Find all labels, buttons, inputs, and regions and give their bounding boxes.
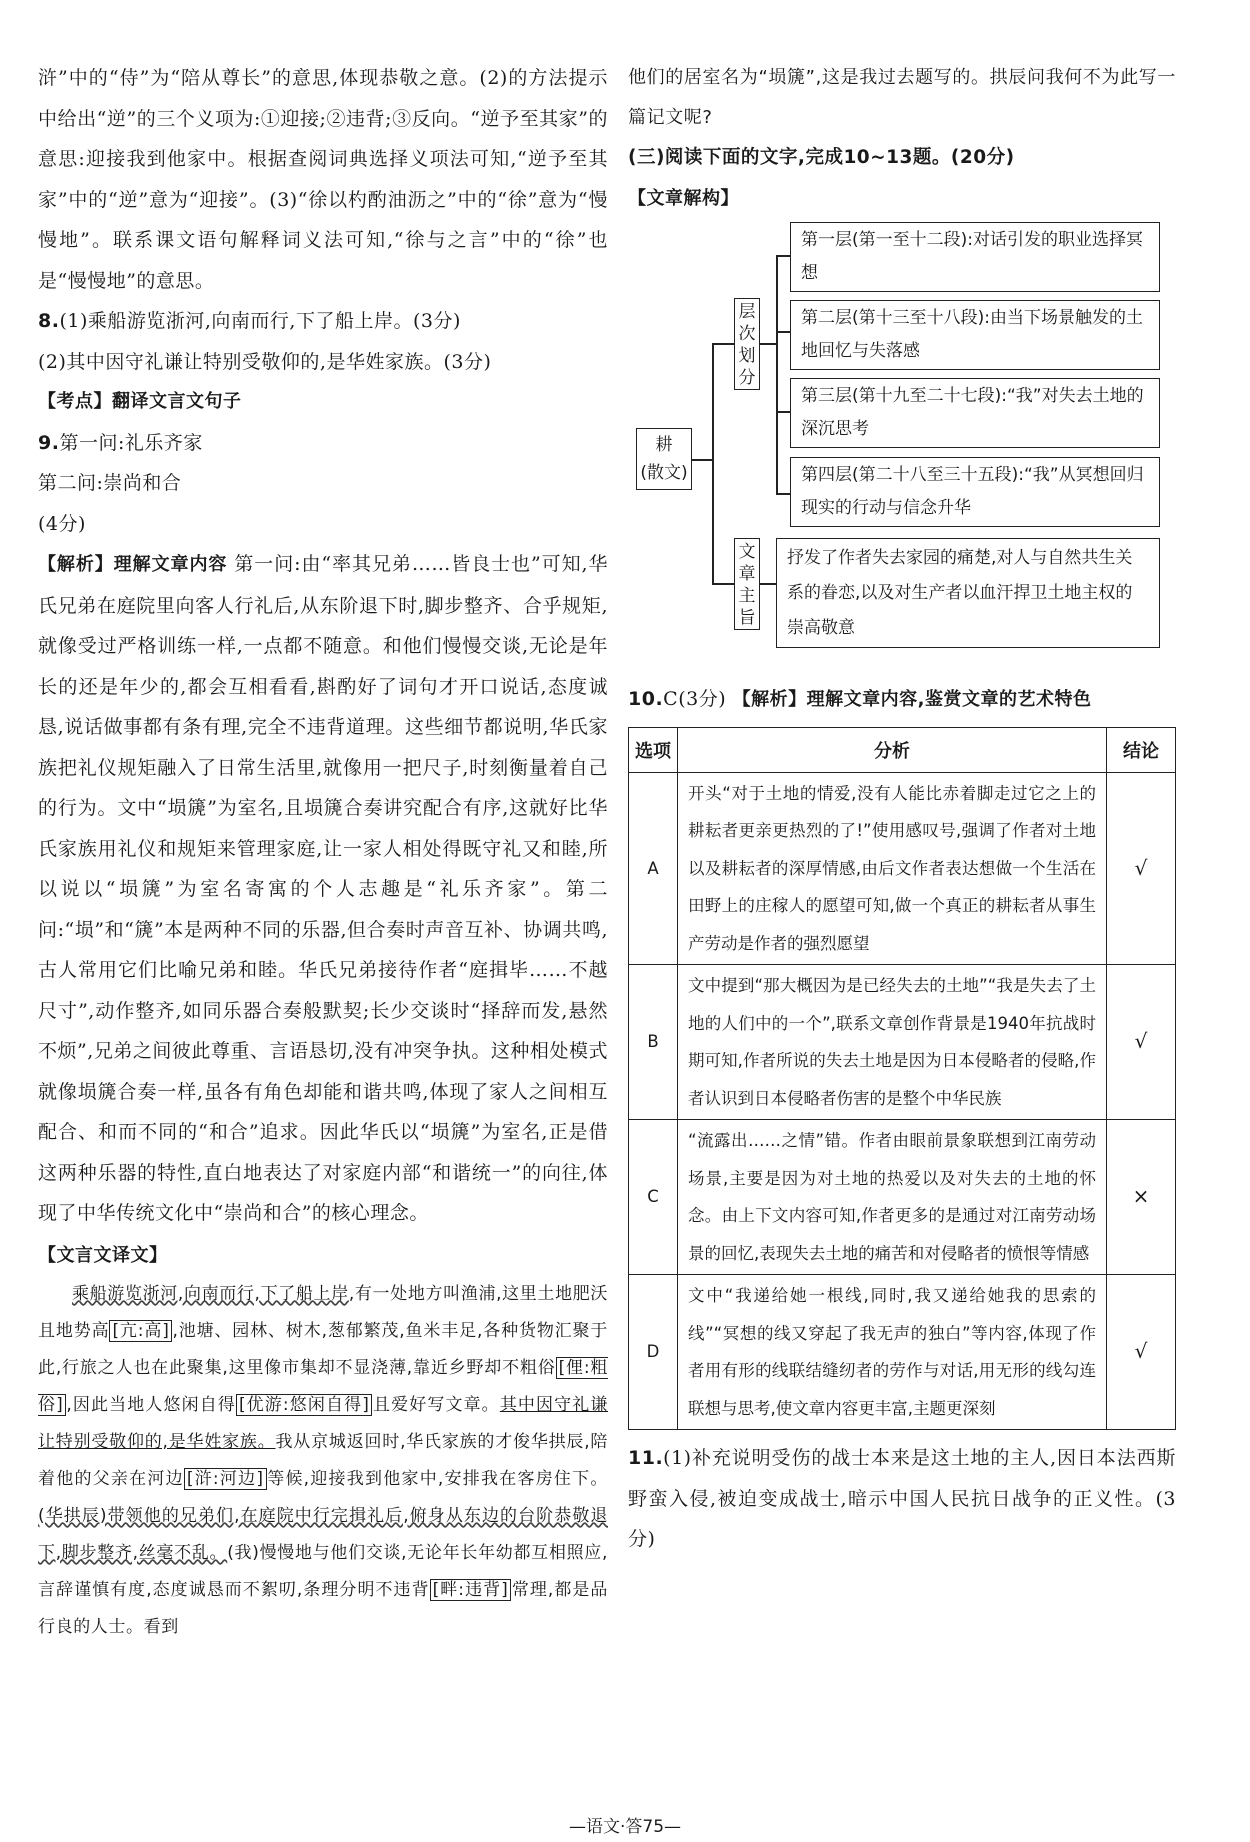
gloss-pan: [畔:违背] [430,1579,512,1601]
connector [692,459,712,461]
page-footer: —语文·答75— [568,1817,682,1837]
translation-underlined-3: (华拱辰)带领他的兄弟们,在庭院中行完揖礼后,俯身从东边的台阶恭敬退下,脚步整齐,丝毫不乱。 [38,1506,608,1563]
q8-answer-2: (2)其中因守礼谦让特别受敬仰的,是华姓家族。(3分) [38,350,492,373]
layer-4-box: 第四层(第二十八至三十五段):“我”从冥想回归现实的行动与信念升华 [790,457,1160,527]
root-box [636,428,692,490]
connector [712,343,734,345]
analysis-table [628,727,1176,1431]
structure-tag: 【文章解构】 [628,187,739,209]
table-row [629,772,1176,965]
analysis-cell: 开头“对于土地的情爱,没有人能比赤着脚走过它之上的耕耘者更亲更热烈的了!”使用感叹号,强调了作者对土地以及耕耘者的深厚情感,由后文作者表达想做一个生活在田野上的庄稼人的愿望可知,做一个真正的耕耘者从事生产劳动是作者的强烈愿望 [678,772,1107,965]
connector [712,583,734,585]
q9-answer-1 [38,423,608,464]
q8-number: 8. [38,310,60,332]
header-analysis: 分析 [678,727,1107,772]
connector [776,493,790,495]
q8-part-1: (1)乘船游览浙河,向南而行,下了船上岸。(3分) [59,310,461,332]
q9-answer-2: 第二问:崇尚和合 [38,472,182,494]
gloss-hu: [浒:河边] [184,1468,267,1490]
table-row [629,965,1176,1120]
gloss-youyou: [优游:悠闲自得] [236,1394,373,1416]
left-column [38,58,608,1646]
result-cell: × [1107,1120,1176,1275]
table-row [629,1120,1176,1275]
section-3-title: (三)阅读下面的文字,完成10~13题。(20分) [628,147,1015,168]
translation-seg-3: ,池塘、园林、树木,葱郁繁茂,鱼米丰足,各种货物汇聚于此,行旅之人也在此聚集,这里像市集却不显浇薄,靠近乡野却不粗俗 [38,1321,608,1378]
q7-continuation: 浒”中的“侍”为“陪从尊长”的意思,体现恭敬之意。(2)的方法提示中给出“逆”的三个义项为:①迎接;②违背;③反向。“逆予至其家”的意思:迎接我到他家中。根据查阅词典选择义项法可知,“逆予至其家”中的“逆”意为“迎接”。(3)“徐以杓酌油沥之”中的“徐”意为“慢慢地”。联系课文语句解释词义法可知,“徐与之言”中的“徐”也是“慢慢地”的意思。 [38,67,608,292]
q11-answer [628,1438,1176,1560]
structure-diagram [628,223,1176,693]
translation-underlined-1: 乘船游览浙河,向南而行,下了船上岸 [72,1284,349,1304]
analysis-cell: 文中“我递给她一根线,同时,我又递给她我的思索的线”“冥想的线又穿起了我无声的独白”等内容,体现了作者用有形的线联结缝纫者的劳作与对话,用无形的线勾连联想与思考,使文章内容更丰富,主题更深刻 [678,1275,1107,1430]
connector [712,343,714,583]
analysis-cell: 文中提到“那大概因为是已经失去的土地”“我是失去了土地的人们中的一个”,联系文章创作背景是1940年抗战时期可知,作者所说的失去土地是因为日本侵略者的侵略,作者认识到日本侵略者伤害的是整个中华民族 [678,965,1107,1120]
translation-seg-10: (我)慢慢地与他们交谈,无论年长年幼都互相照应,言辞谨慎有度,态度诚恳而不絮叨,条理分明不违背 [38,1543,608,1600]
q9-analysis-text: 第一问:由“率其兄弟……皆良士也”可知,华氏兄弟在庭院里向客人行礼后,从东阶退下时,脚步整齐、合乎规矩,就像受过严格训练一样,一点都不随意。和他们慢慢交谈,无论是年长的还是年少的,都会互相看看,斟酌好了词句才开口说话,态度诚恳,说话做事都有条有理,完全不违背道理。这些细节都说明,华氏家族把礼仪规矩融入了日常生活里,就像用一把尺子,时刻衡量着自己的行为。文中“埙篪”为室名,且埙篪合奏讲究配合有序,这就好比华氏家族用礼仪和规矩来管理家庭,让一家人相处得既守礼又和睦,所以说以“埙篪”为室名寄寓的个人志趣是“礼乐齐家”。第二问:“埙”和“篪”本是两种不同的乐器,但合奏时声音互补、协调共鸣,古人常用它们比喻兄弟和睦。华氏兄弟接待作者“庭揖毕……不越尺寸”,动作整齐,如同乐器合奏般默契;长少交谈时“择辞而发,悬然不烦”,兄弟之间彼此尊重、言语恳切,没有冲突争执。这种相处模式就像埙篪合奏一样,虽各有角色却能和谐共鸣,体现了家人之间相互配合、和而不同的“和合”追求。因此华氏以“埙篪”为室名,正是借这两种乐器的特性,直白地表达了对家庭内部“和谐统一”的向往,体现了中华传统文化中“崇尚和合”的核心理念。 [38,553,608,1224]
q10-number: 10. [628,688,664,710]
result-cell: √ [1107,1275,1176,1430]
q11-text: (1)补充说明受伤的战士本来是这土地的主人,因日本法西斯野蛮入侵,被迫变成战士,暗示中国人民抗日战争的正义性。(3分) [628,1447,1176,1550]
q8-answer-1 [38,301,608,342]
root-label: 耕 [655,435,673,455]
header-result: 结论 [1107,727,1176,772]
connector [776,255,778,493]
layer-label-box [734,298,760,390]
connector [760,583,776,585]
q10-choice: C(3分) [663,688,727,710]
connector [760,343,776,345]
layer-2-box: 第二层(第十三至十八段):由当下场景触发的土地回忆与失落感 [790,300,1160,370]
translation-seg-2: ,有一处地方叫渔浦,这里土地肥沃且地势高 [38,1284,608,1341]
table-row [629,1275,1176,1430]
q9-part-1: 第一问:礼乐齐家 [59,431,203,454]
header-option: 选项 [629,727,678,772]
root-sub: (散文) [640,463,688,483]
q9-analysis [38,544,608,1234]
option-cell: A [629,772,678,965]
gloss-kang: [亢:高] [109,1320,172,1342]
theme-label-box [734,538,760,630]
translation-seg-11: 常理,都是品行良的人士。看到 [38,1580,609,1637]
translation-seg-7: 我从京城返回时,华氏家族的才俊华拱辰,陪着他的父亲在河边 [38,1432,608,1489]
result-cell: √ [1107,772,1176,965]
theme-box: 抒发了作者失去家园的痛楚,对人与自然共生关系的眷恋,以及对生产者以血汗捍卫土地主权的崇高敬意 [776,538,1160,648]
option-cell: C [629,1120,678,1275]
result-cell: √ [1107,965,1176,1120]
q11-number: 11. [628,1447,664,1469]
layer-1-box: 第一层(第一至十二段):对话引发的职业选择冥想 [790,222,1160,292]
analysis-cell: “流露出……之情”错。作者由眼前景象联想到江南劳动场景,主要是因为对土地的热爱以及对失去的土地的怀念。由上下文内容可知,作者更多的是通过对江南劳动场景的回忆,表现失去土地的痛苦和对侵略者的愤恨等情感 [678,1120,1107,1275]
connector [776,255,790,257]
layer-3-box: 第三层(第十九至二十七段):“我”对失去土地的深沉思考 [790,378,1160,448]
connector [776,331,790,333]
q9-number: 9. [38,431,60,454]
translation-end: 他们的居室名为“埙篪”,这是我过去题写的。拱辰问我何不为此写一篇记文呢? [628,67,1176,128]
translation-text [38,1276,608,1646]
q8-point-tag: 【考点】翻译文言文句子 [38,391,242,412]
layer-label: 层次划分 [738,302,756,388]
right-column [628,58,1176,1560]
translation-seg-5: 且爱好写文章。 [372,1395,500,1415]
q9-analysis-tag: 【解析】理解文章内容 [38,554,228,575]
q10-analysis-tag: 【解析】理解文章内容,鉴赏文章的艺术特色 [732,689,1092,710]
option-cell: D [629,1275,678,1430]
translation-seg-8: 等候,迎接我到他家中,安排我在客房住下。 [266,1469,608,1489]
q9-score: (4分) [38,512,86,535]
option-cell: B [629,965,678,1120]
translation-underlined-2: 其中因守礼谦让特别受敬仰的,是华姓家族。 [38,1395,608,1452]
connector [776,411,790,413]
translation-seg-4: ,因此当地人悠闲自得 [66,1395,236,1415]
theme-label: 文章主旨 [738,542,756,628]
gloss-li: [俚:粗俗] [38,1358,608,1415]
table-header-row [629,727,1176,772]
translation-tag: 【文言文译文】 [38,1244,168,1266]
